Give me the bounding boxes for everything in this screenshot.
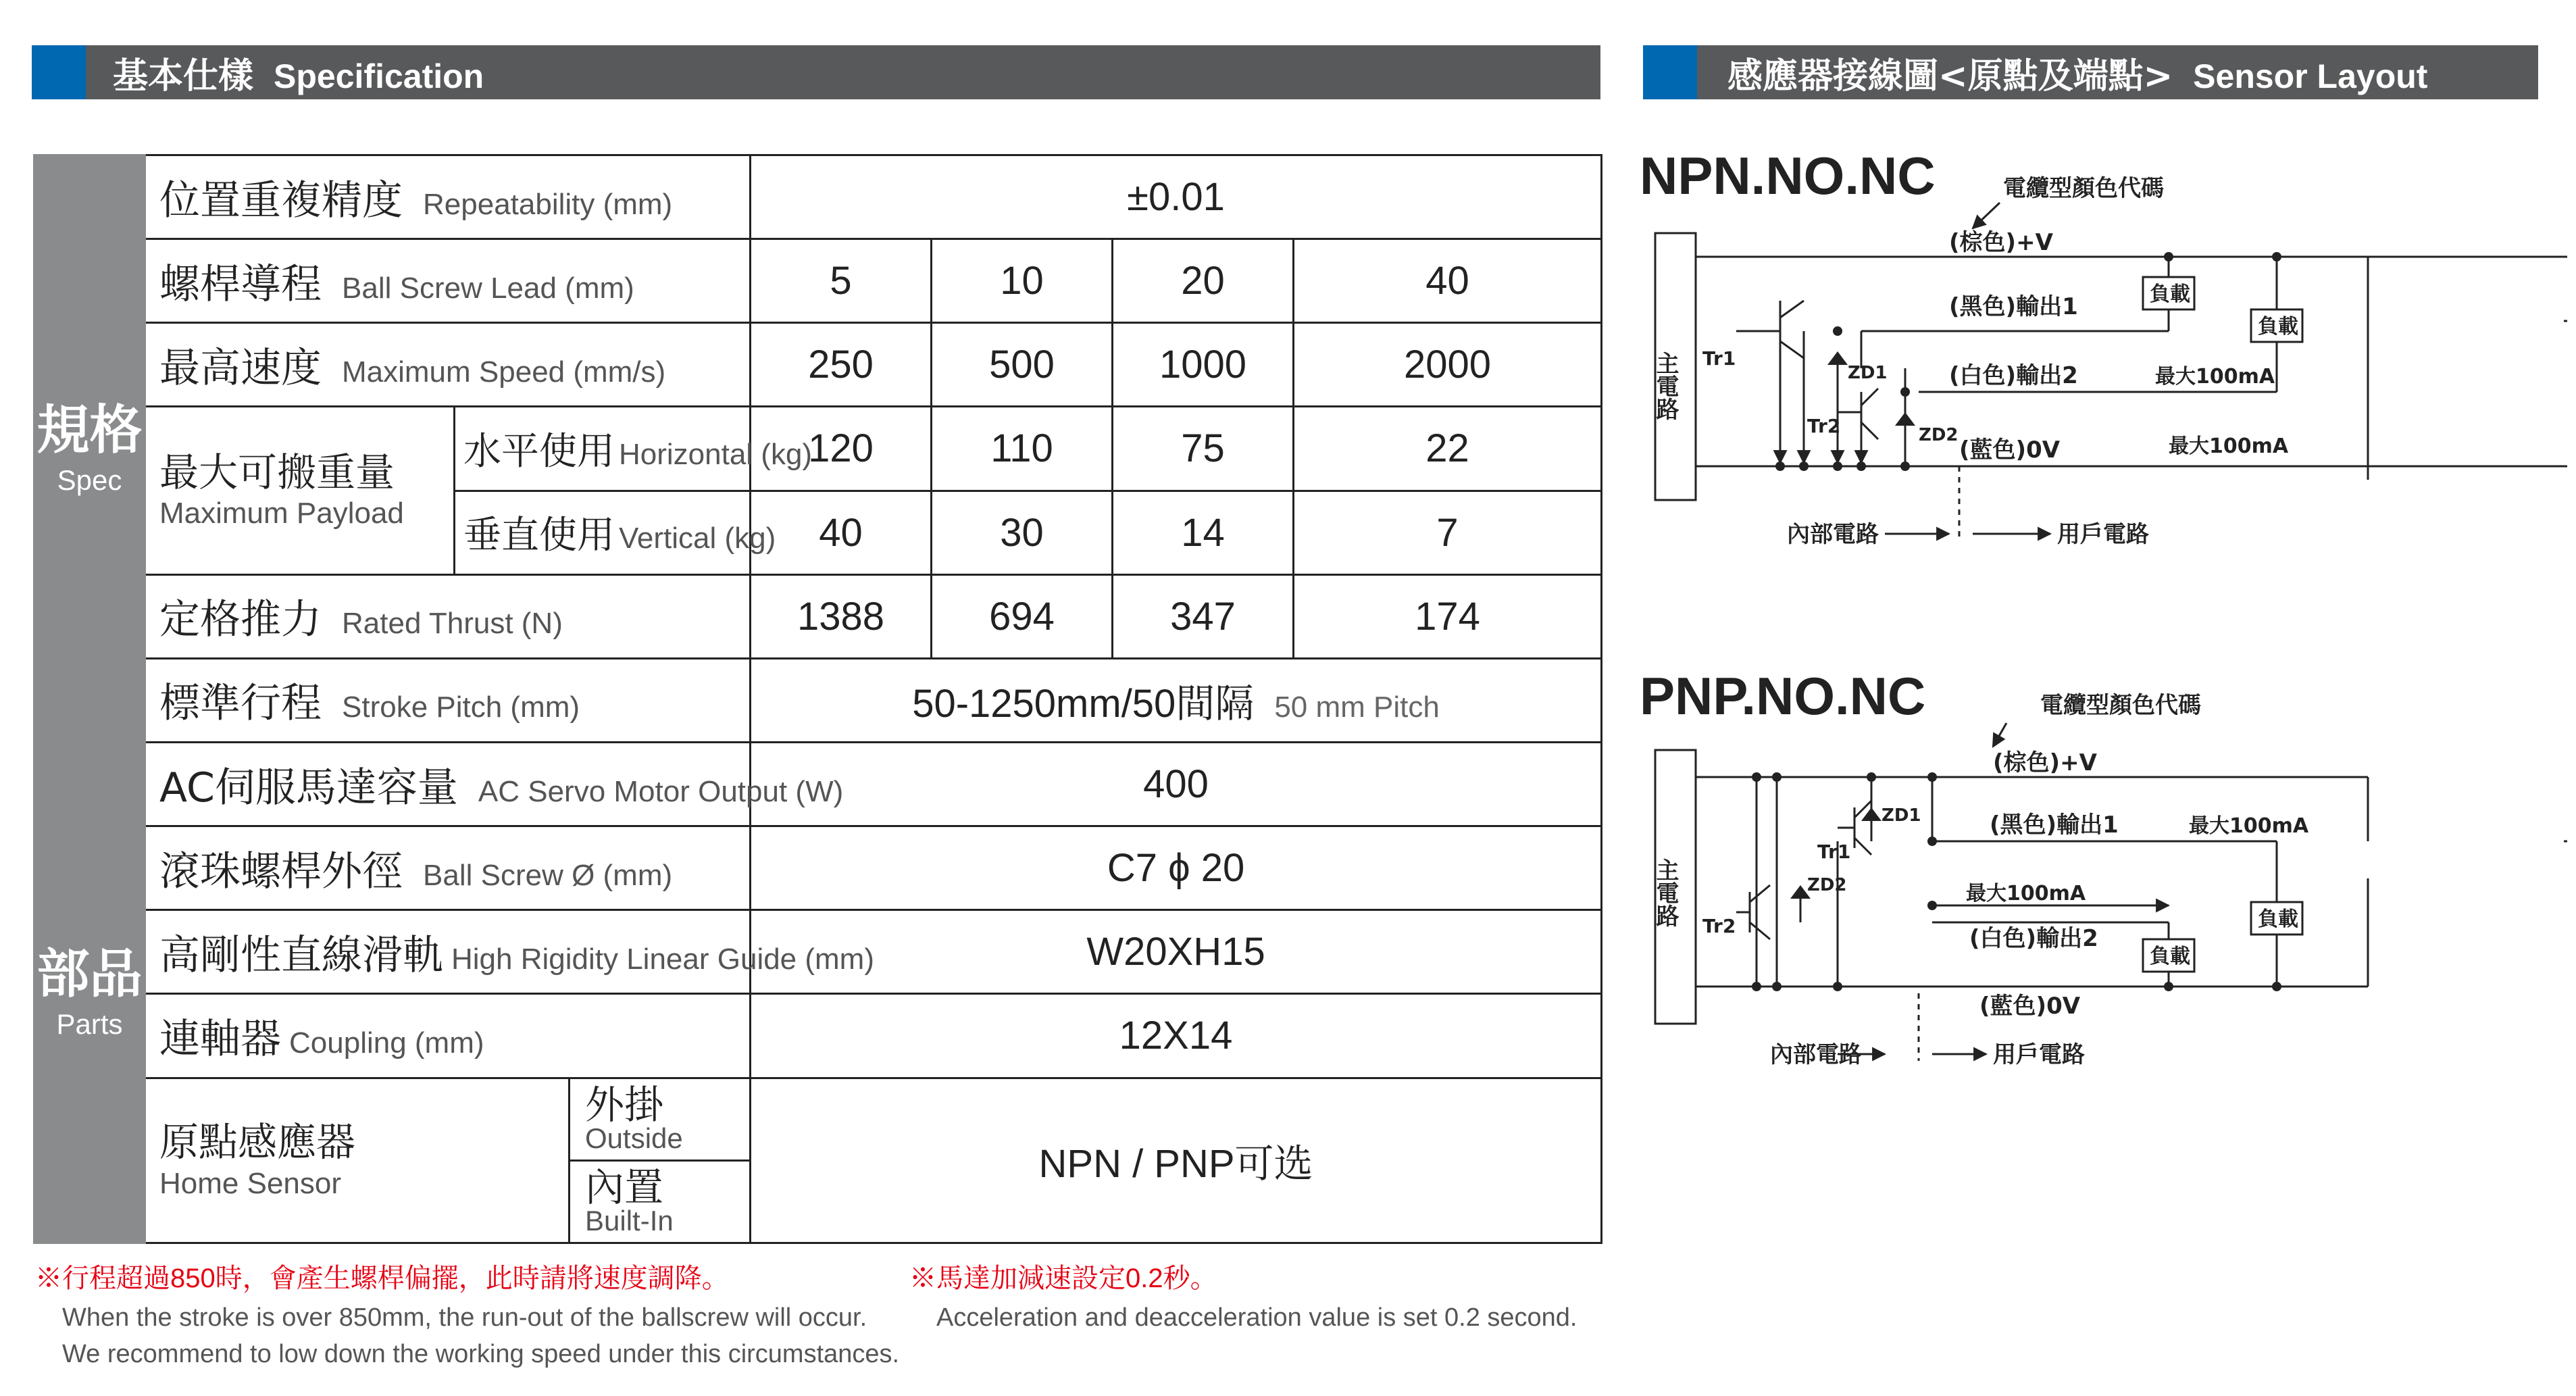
- table-row: [34, 994, 1602, 1078]
- value-cell: 20: [1113, 239, 1294, 323]
- value-stroke: 50-1250mm/50間隔 50 mm Pitch: [751, 658, 1602, 742]
- sensor-layout-header: [1643, 45, 2538, 99]
- pnp-load-1-label: 負載: [2258, 907, 2298, 931]
- value-cell: 40: [751, 491, 932, 574]
- table-row: [34, 407, 1602, 491]
- pnp-max-current-1: 最大100mA: [2189, 814, 2309, 838]
- value-cell: 250: [751, 323, 932, 407]
- table-row: [34, 910, 1602, 994]
- pnp-main-circuit: 主電路: [1652, 858, 1679, 927]
- group-parts: 部品 Parts: [34, 742, 145, 1243]
- value-cell: 40: [1294, 239, 1602, 323]
- npn-max-current-1: 最大100mA: [2155, 365, 2275, 389]
- npn-title: NPN.NO.NC: [1640, 146, 1936, 205]
- specification-header-title: 基本仕樣 Specification: [113, 55, 484, 97]
- pnp-wiring-diagram: [1635, 676, 2567, 1081]
- pnp-black-label: (黑色)輸出1: [1990, 812, 2119, 839]
- pnp-white-label: (白色)輸出2: [1969, 925, 2098, 952]
- pnp-load-2-label: 負載: [2150, 945, 2190, 968]
- npn-black-label: (黑色)輸出1: [1949, 293, 2078, 320]
- sensor-layout-header-title: 感應器接線圖<原點及端點> Sensor Layout: [1727, 55, 2428, 97]
- value-cell: 347: [1113, 574, 1294, 658]
- value-cell: 30: [932, 491, 1113, 574]
- row-label-payload: 最大可搬重量 Maximum Payload: [145, 407, 455, 574]
- npn-blue-label: (藍色)0V: [1959, 437, 2061, 464]
- npn-max-current-2: 最大100mA: [2169, 434, 2289, 458]
- table-row: [34, 1078, 1602, 1160]
- value-cell: 75: [1113, 407, 1294, 491]
- npn-zd1: ZD1: [1848, 363, 1888, 383]
- value-cell: 5: [751, 239, 932, 323]
- npn-main-circuit: 主電路: [1652, 351, 1679, 420]
- value-repeatability: ±0.01: [751, 155, 1602, 239]
- row-label-motor: AC伺服馬達容量 AC Servo Motor Output (W): [145, 742, 751, 826]
- value-cell: 7: [1294, 491, 1602, 574]
- row-label-lead: 螺桿導程 Ball Screw Lead (mm): [145, 239, 751, 323]
- pnp-brown-label: (棕色)+V: [1993, 749, 2097, 776]
- row-label-repeatability: 位置重複精度 Repeatability (mm): [145, 155, 751, 239]
- pnp-max-current-2: 最大100mA: [1966, 882, 2086, 905]
- footnote-acceleration-en: Acceleration and deacceleration value is set 0.2 second.: [936, 1303, 1577, 1332]
- npn-user-circuit: 用戶電路: [2057, 521, 2149, 548]
- value-cell: 174: [1294, 574, 1602, 658]
- footnote-stroke-en-1: When the stroke is over 850mm, the run-out of the ballscrew will occur.: [62, 1303, 867, 1332]
- npn-brown-label: (棕色)+V: [1949, 229, 2053, 256]
- value-guide: W20XH15: [751, 910, 1602, 994]
- pnp-user-circuit: 用戶電路: [1993, 1041, 2085, 1068]
- row-label-screw: 滾珠螺桿外徑 Ball Screw Ø (mm): [145, 826, 751, 910]
- footnote-stroke-en-2: We recommend to low down the working speed under this circumstances.: [62, 1340, 900, 1368]
- row-label-thrust: 定格推力 Rated Thrust (N): [145, 574, 751, 658]
- npn-white-label: (白色)輸出2: [1949, 362, 2078, 389]
- home-sensor-outside: 外掛 Outside: [570, 1078, 751, 1160]
- table-row: [34, 155, 1602, 239]
- row-label-stroke: 標準行程 Stroke Pitch (mm): [145, 658, 751, 742]
- pnp-zd1: ZD1: [1882, 805, 1921, 826]
- npn-zd2: ZD2: [1919, 425, 1959, 445]
- table-row: [34, 742, 1602, 826]
- footnote-stroke: [35, 1257, 899, 1372]
- value-cell: 110: [932, 407, 1113, 491]
- npn-cable-code: 電纜型顏色代碼: [2003, 175, 2164, 202]
- value-coupling: 12X14: [751, 994, 1602, 1078]
- value-motor: 400: [751, 742, 1602, 826]
- value-cell: 10: [932, 239, 1113, 323]
- table-row: [34, 323, 1602, 407]
- npn-internal-circuit: 內部電路: [1787, 521, 1879, 548]
- pnp-title: PNP.NO.NC: [1640, 666, 1926, 726]
- npn-tr2: Tr2: [1807, 415, 1841, 437]
- pnp-zd2: ZD2: [1807, 875, 1847, 895]
- npn-tr1: Tr1: [1702, 347, 1736, 370]
- row-label-horizontal: 水平使用 Horizontal (kg): [455, 407, 751, 491]
- value-cell: 694: [932, 574, 1113, 658]
- table-row: [34, 826, 1602, 910]
- header-accent-block: [32, 45, 86, 99]
- group-spec: 規格 Spec: [34, 155, 145, 743]
- pnp-cable-code: 電纜型顏色代碼: [2040, 692, 2201, 719]
- value-cell: 500: [932, 323, 1113, 407]
- npn-load-1-label: 負載: [2150, 282, 2190, 306]
- value-cell: 14: [1113, 491, 1294, 574]
- npn-load-2-label: 負載: [2258, 315, 2298, 339]
- value-home-sensor: NPN / PNP可选: [751, 1078, 1602, 1243]
- specification-table: [33, 154, 1602, 1244]
- pnp-tr1: Tr1: [1817, 841, 1851, 863]
- value-cell: 120: [751, 407, 932, 491]
- header-accent-block: [1643, 45, 1697, 99]
- row-label-guide: 高剛性直線滑軌 High Rigidity Linear Guide (mm): [145, 910, 751, 994]
- footnote-acceleration-zh: ※馬達加減速設定0.2秒。: [909, 1264, 1217, 1293]
- pnp-tr2: Tr2: [1702, 915, 1736, 937]
- value-cell: 22: [1294, 407, 1602, 491]
- row-label-coupling: 連軸器 Coupling (mm): [145, 994, 751, 1078]
- footnote-stroke-zh: ※行程超過850時，會產生螺桿偏擺，此時請將速度調降。: [35, 1264, 729, 1293]
- pnp-blue-label: (藍色)0V: [1979, 993, 2081, 1020]
- row-label-home-sensor: 原點感應器 Home Sensor: [145, 1078, 570, 1243]
- value-cell: 1388: [751, 574, 932, 658]
- row-label-vertical: 垂直使用 Vertical (kg): [455, 491, 751, 574]
- value-cell: 2000: [1294, 323, 1602, 407]
- home-sensor-builtin: 內置 Built-In: [570, 1160, 751, 1243]
- table-row: [34, 239, 1602, 323]
- value-cell: 1000: [1113, 323, 1294, 407]
- table-row: [34, 658, 1602, 742]
- footnote-acceleration: [909, 1257, 1577, 1336]
- pnp-internal-circuit: 內部電路: [1770, 1041, 1862, 1068]
- row-label-speed: 最高速度 Maximum Speed (mm/s): [145, 323, 751, 407]
- table-row: [34, 574, 1602, 658]
- npn-wiring-diagram: [1635, 155, 2567, 561]
- value-screw: C7 ϕ 20: [751, 826, 1602, 910]
- specification-header: [32, 45, 1600, 99]
